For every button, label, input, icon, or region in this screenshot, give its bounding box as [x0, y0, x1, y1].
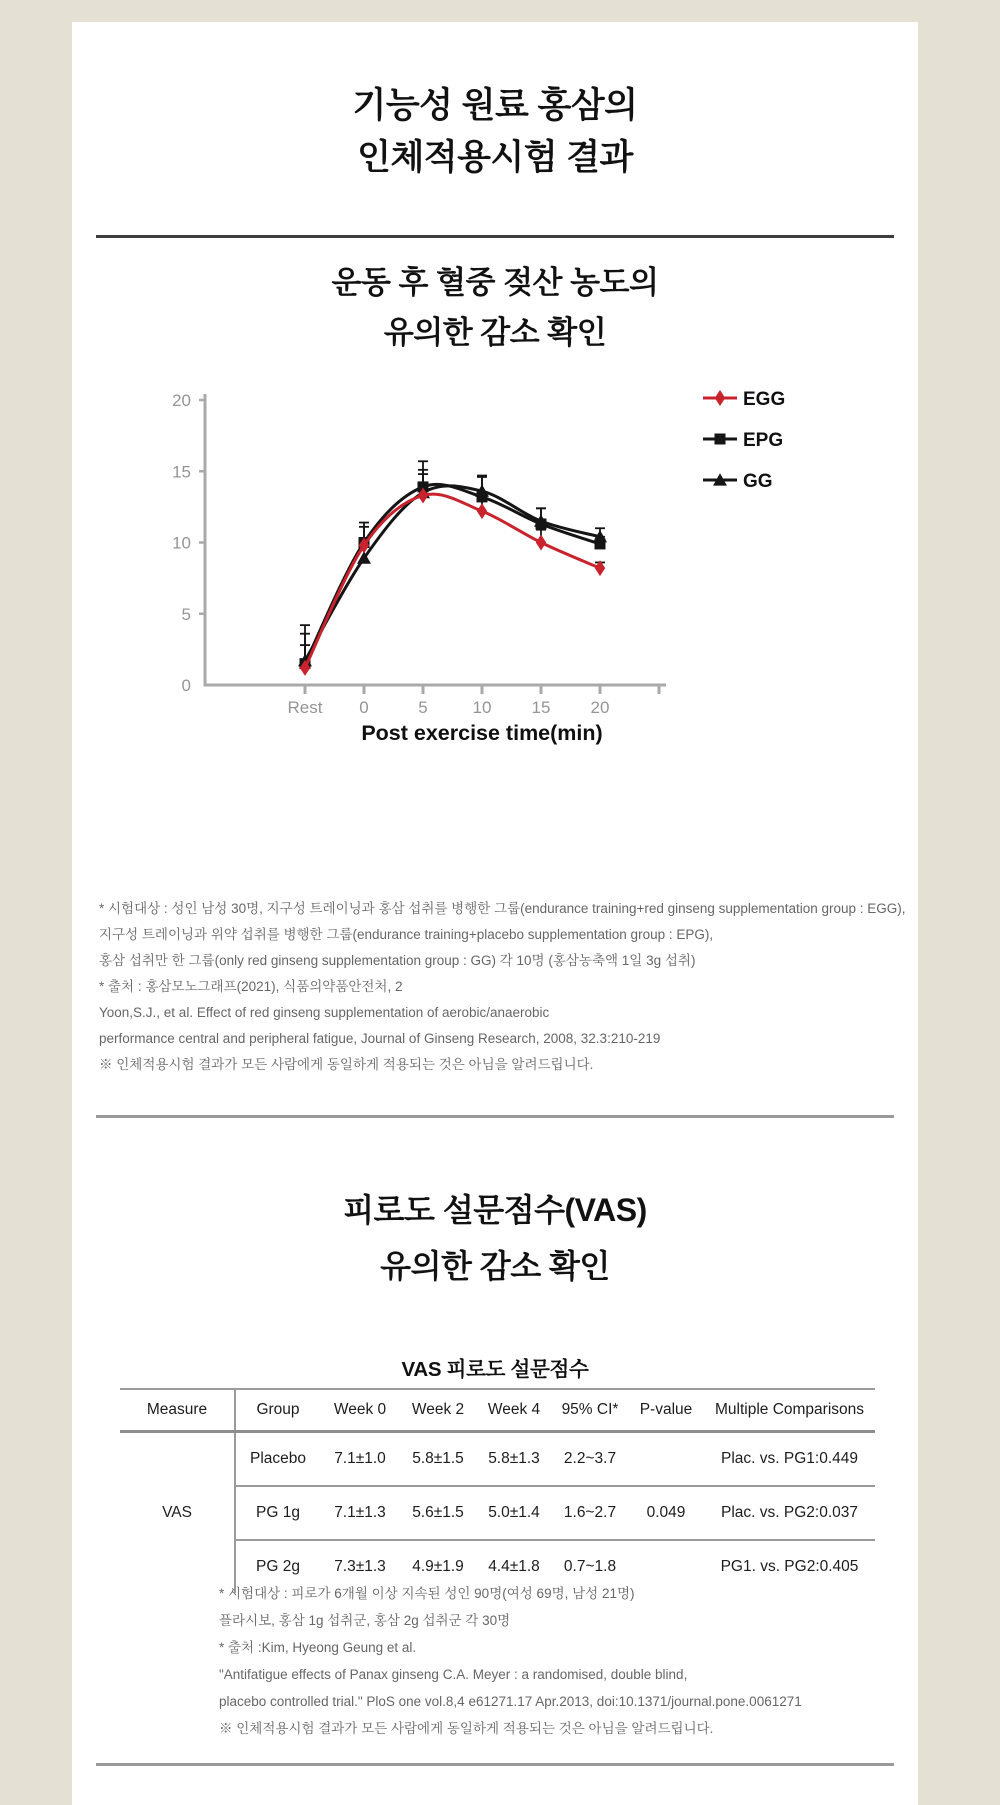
svg-text:15: 15 — [531, 698, 551, 717]
col-header-week0: Week 0 — [320, 1389, 400, 1432]
cell-group: PG 1g — [235, 1486, 320, 1540]
chart-error-bars — [300, 461, 605, 668]
svg-text:EPG: EPG — [743, 430, 784, 451]
content-card — [72, 22, 918, 1805]
section-vas-title-line1: 피로도 설문점수(VAS) — [343, 1192, 647, 1228]
vas-score-table — [120, 1388, 875, 1593]
svg-text:10: 10 — [472, 698, 492, 717]
section-lactate-title-line1: 운동 후 혈중 젖산 농도의 — [331, 265, 659, 300]
divider-bottom — [96, 1763, 894, 1766]
chart-legend — [703, 389, 785, 492]
footnote-line: * 시험대상 : 피로가 6개월 이상 지속된 성인 90명(여성 69명, 남성 21명) — [219, 1586, 635, 1601]
svg-text:20: 20 — [590, 698, 610, 717]
svg-text:Rest: Rest — [287, 698, 323, 717]
footnote-line: * 출처 : 홍삼모노그래프(2021), 식품의약품안전처, 2 — [99, 979, 403, 994]
svg-text:0: 0 — [359, 698, 369, 717]
svg-text:Post exercise time(min): Post exercise time(min) — [361, 721, 603, 745]
lactate-footnotes — [99, 896, 906, 1078]
footnote-line: * 시험대상 : 성인 남성 30명, 지구성 트레이닝과 홍삼 섭취를 병행한 그룹(endurance training+red ginseng supplementation group : EGG), — [99, 901, 906, 916]
vas-footnotes — [219, 1580, 802, 1742]
svg-text:20: 20 — [172, 391, 191, 410]
cell-ci: 2.2~3.7 — [552, 1432, 628, 1487]
svg-text:GG: GG — [743, 471, 773, 492]
section-lactate-title-line2: 유의한 감소 확인 — [383, 315, 607, 350]
cell-week0: 7.1±1.0 — [320, 1432, 400, 1487]
footnote-line: Yoon,S.J., et al. Effect of red ginseng supplementation of aerobic/anaerobic — [99, 1005, 550, 1020]
page-title-line1: 기능성 원료 홍삼의 — [352, 86, 638, 125]
cell-pvalue — [628, 1432, 704, 1487]
divider-middle — [96, 1115, 894, 1118]
cell-ci: 1.6~2.7 — [552, 1486, 628, 1540]
cell-group: Placebo — [235, 1432, 320, 1487]
footnote-line: ※ 인체적용시험 결과가 모든 사람에게 동일하게 적용되는 것은 아님을 알려드립니다. — [99, 1057, 594, 1072]
cell-week0: 7.1±1.3 — [320, 1486, 400, 1540]
svg-text:0: 0 — [181, 676, 191, 695]
footnote-line: 홍삼 섭취만 한 그룹(only red ginseng supplementation group : GG) 각 10명 (홍삼농축액 1일 3g 섭취) — [99, 953, 696, 968]
col-header-pvalue: P-value — [628, 1389, 704, 1432]
col-header-ci: 95% CI* — [552, 1389, 628, 1432]
measure-cell: VAS — [120, 1432, 235, 1594]
chart-series-EGG — [300, 487, 605, 675]
cell-week0: 7.3±1.3 — [320, 1540, 400, 1593]
svg-text:10: 10 — [172, 533, 191, 553]
section-vas-title — [72, 1182, 918, 1294]
col-header-measure: Measure — [120, 1389, 235, 1432]
divider-top — [96, 235, 894, 238]
svg-text:15: 15 — [172, 462, 191, 482]
footnote-line: placebo controlled trial." PloS one vol.8,4 e61271.17 Apr.2013, doi:10.1371/journal.pone.0061271 — [219, 1694, 802, 1709]
cell-group: PG 2g — [235, 1540, 320, 1593]
col-header-group: Group — [235, 1389, 320, 1432]
section-vas-title-line2: 유의한 감소 확인 — [380, 1248, 610, 1284]
footnote-line: ※ 인체적용시험 결과가 모든 사람에게 동일하게 적용되는 것은 아님을 알려드립니다. — [219, 1721, 714, 1736]
svg-text:5: 5 — [181, 604, 191, 624]
cell-week2: 5.8±1.5 — [400, 1432, 476, 1487]
chart-axes — [172, 391, 666, 745]
vas-table-title: VAS 피로도 설문점수 — [401, 1358, 589, 1381]
cell-week4: 4.4±1.8 — [476, 1540, 552, 1593]
chart-series-EPG — [300, 481, 606, 669]
section-lactate-title — [72, 258, 918, 358]
footnote-line: 플라시보, 홍삼 1g 섭취군, 홍삼 2g 섭취군 각 30명 — [219, 1613, 511, 1628]
page-title-line2: 인체적용시험 결과 — [357, 138, 633, 177]
table-row — [120, 1432, 875, 1487]
svg-text:5: 5 — [418, 698, 428, 717]
cell-pvalue: 0.049 — [628, 1486, 704, 1540]
footnote-line: "Antifatigue effects of Panax ginseng C.A. Meyer : a randomised, double blind, — [219, 1667, 688, 1682]
cell-multiple-comparisons: Plac. vs. PG2:0.037 — [704, 1486, 875, 1540]
footnote-line: * 출처 :Kim, Hyeong Geung et al. — [219, 1640, 417, 1655]
lactate-line-chart — [105, 382, 805, 754]
cell-ci: 0.7~1.8 — [552, 1540, 628, 1593]
col-header-week4: Week 4 — [476, 1389, 552, 1432]
col-header-week2: Week 2 — [400, 1389, 476, 1432]
table-header-row — [120, 1389, 875, 1432]
cell-week4: 5.0±1.4 — [476, 1486, 552, 1540]
footnote-line: 지구성 트레이닝과 위약 섭취를 병행한 그룹(endurance training+placebo supplementation group : EPG), — [99, 927, 714, 942]
page-title — [72, 80, 918, 184]
lactate-chart-wrap — [105, 382, 805, 754]
cell-multiple-comparisons: Plac. vs. PG1:0.449 — [704, 1432, 875, 1487]
footnote-line: performance central and peripheral fatigue, Journal of Ginseng Research, 2008, 32.3:210-219 — [99, 1031, 661, 1046]
cell-week2: 5.6±1.5 — [400, 1486, 476, 1540]
svg-text:EGG: EGG — [743, 389, 786, 410]
cell-multiple-comparisons: PG1. vs. PG2:0.405 — [704, 1540, 875, 1593]
cell-week2: 4.9±1.9 — [400, 1540, 476, 1593]
col-header-multiple-comparisons: Multiple Comparisons — [704, 1389, 875, 1432]
cell-week4: 5.8±1.3 — [476, 1432, 552, 1487]
